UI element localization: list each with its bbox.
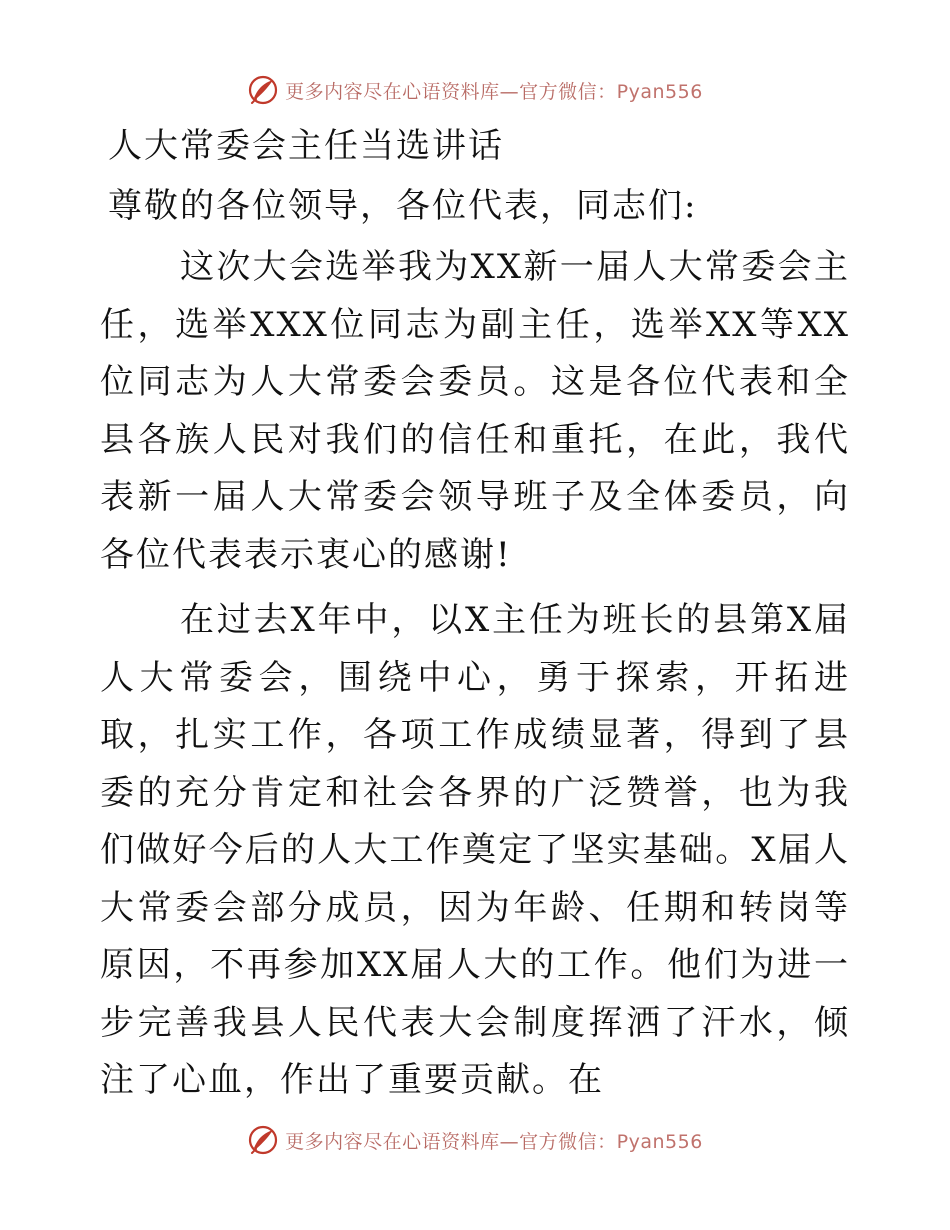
header-banner <box>0 70 950 110</box>
document-body <box>100 118 850 1118</box>
header-banner-text: 更多内容尽在心语资料库—官方微信：Pyan556 <box>285 80 703 103</box>
footer-banner-handle: Pyan556 <box>616 1130 703 1153</box>
pen-logo-icon <box>247 1124 279 1156</box>
pen-logo-icon <box>247 74 279 106</box>
paragraph-2: 在过去X年中，以X主任为班长的县第X届人大常委会，围绕中心，勇于探索，开拓进取，扎实工作，各项工作成绩显著，得到了县委的充分肯定和社会各界的广泛赞誉，也为我们做好今后的人大工作奠定了坚实基础。X届人大常委会部分成员，因为年龄、任期和转岗等原因，不再参加XX届人大的工作。他们为进一步完善我县人民代表大会制度挥洒了汗水，倾注了心血，作出了重要贡献。在 <box>100 600 850 1100</box>
salutation: 尊敬的各位领导，各位代表，同志们: <box>108 185 698 226</box>
paragraph-1: 这次大会选举我为XX新一届人大常委会主任，选举XXX位同志为副主任，选举XX等XX位同志为人大常委会委员。这是各位代表和全县各族人民对我们的信任和重托，在此，我代表新一届人大常委会领导班子及全体委员，向各位代表表示衷心的感谢! <box>100 247 850 575</box>
footer-banner <box>0 1120 950 1160</box>
header-banner-handle: Pyan556 <box>616 80 703 103</box>
document-title: 人大常委会主任当选讲话 <box>108 126 504 166</box>
footer-banner-text: 更多内容尽在心语资料库—官方微信：Pyan556 <box>285 1130 703 1153</box>
